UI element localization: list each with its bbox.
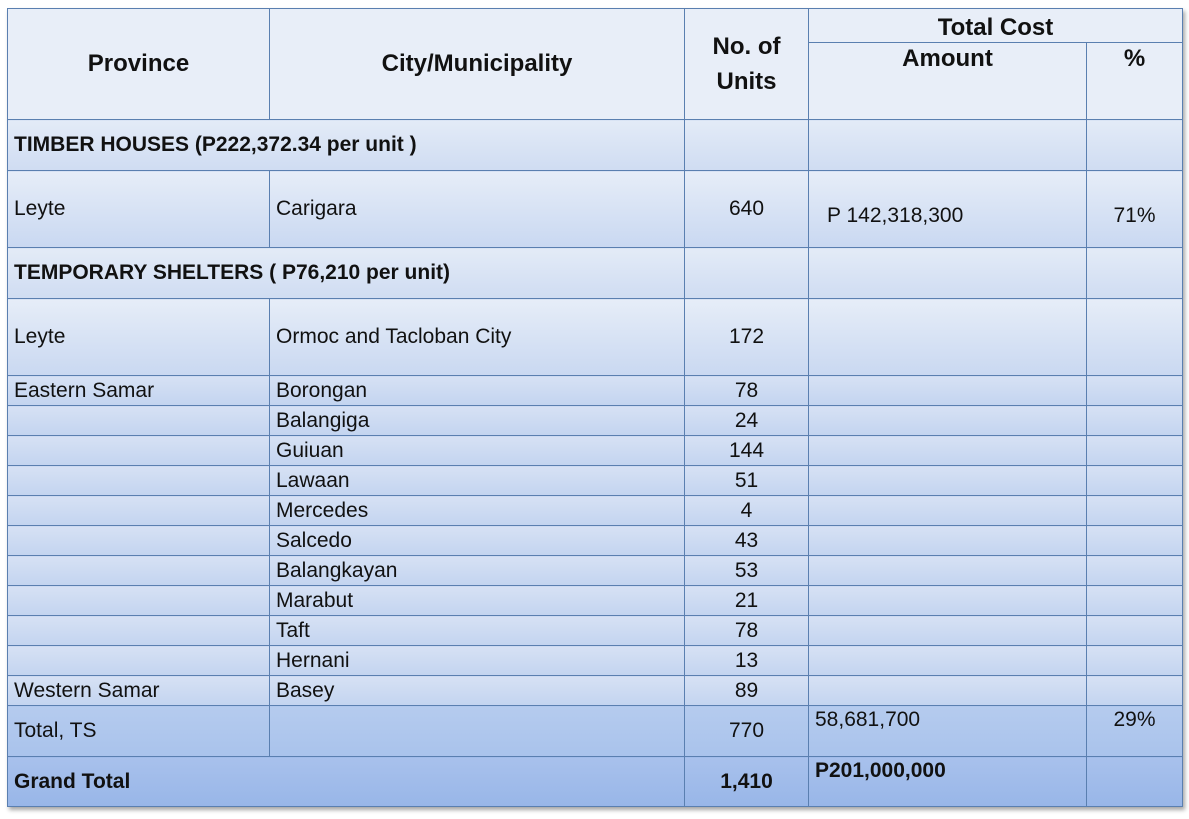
cell-city: Marabut (270, 586, 685, 616)
total-ts-units: 770 (685, 706, 809, 757)
cell-province (8, 466, 270, 496)
total-ts-percent: 29% (1087, 706, 1183, 757)
cell-city: Borongan (270, 376, 685, 406)
cell-units: 78 (685, 616, 809, 646)
cell-province (8, 586, 270, 616)
cell-city: Salcedo (270, 526, 685, 556)
cell-city: Taft (270, 616, 685, 646)
grand-total-amount: P201,000,000 (809, 757, 1087, 807)
header-units: No. of Units (685, 9, 809, 120)
cell-province (8, 616, 270, 646)
header-row (8, 9, 1183, 43)
cell-province (8, 406, 270, 436)
cell-province (8, 556, 270, 586)
header-province: Province (8, 9, 270, 120)
cell-units: 21 (685, 586, 809, 616)
cell-province: Western Samar (8, 676, 270, 706)
cell-city: Ormoc and Tacloban City (270, 299, 685, 376)
housing-cost-table (7, 8, 1183, 807)
cell-city: Mercedes (270, 496, 685, 526)
cell-city: Guiuan (270, 436, 685, 466)
table-row (8, 171, 1183, 248)
table-row (8, 299, 1183, 376)
total-ts-label: Total, TS (8, 706, 270, 757)
section-row-temporary (8, 248, 1183, 299)
cell-city: Balangkayan (270, 556, 685, 586)
table-row (8, 496, 1183, 526)
grand-total-label: Grand Total (8, 757, 685, 807)
table-row (8, 586, 1183, 616)
table-row (8, 616, 1183, 646)
cell-percent: 71% (1087, 171, 1183, 248)
section-row-timber (8, 120, 1183, 171)
cell-city: Carigara (270, 171, 685, 248)
cell-units: 24 (685, 406, 809, 436)
cell-units: 78 (685, 376, 809, 406)
header-percent: % (1087, 43, 1183, 120)
cell-province: Leyte (8, 299, 270, 376)
cell-amount: P 142,318,300 (809, 171, 1087, 248)
cell-city: Balangiga (270, 406, 685, 436)
table-row (8, 406, 1183, 436)
cell-units: 172 (685, 299, 809, 376)
cell-units: 53 (685, 556, 809, 586)
cell-units: 89 (685, 676, 809, 706)
cell-units: 4 (685, 496, 809, 526)
cell-units: 51 (685, 466, 809, 496)
total-ts-amount: 58,681,700 (809, 706, 1087, 757)
table-row (8, 376, 1183, 406)
cell-city: Hernani (270, 646, 685, 676)
header-total-cost: Total Cost (809, 9, 1183, 43)
cell-province (8, 646, 270, 676)
cell-units: 13 (685, 646, 809, 676)
table-row (8, 556, 1183, 586)
table-row (8, 676, 1183, 706)
cell-province: Eastern Samar (8, 376, 270, 406)
cell-province (8, 526, 270, 556)
grand-total-units: 1,410 (685, 757, 809, 807)
table-row (8, 436, 1183, 466)
grand-total-row (8, 757, 1183, 807)
total-ts-row (8, 706, 1183, 757)
table-row (8, 526, 1183, 556)
cell-city: Basey (270, 676, 685, 706)
cell-province (8, 436, 270, 466)
section-title-temporary: TEMPORARY SHELTERS ( P76,210 per unit) (8, 248, 685, 299)
cell-units: 640 (685, 171, 809, 248)
cell-units: 43 (685, 526, 809, 556)
cell-province: Leyte (8, 171, 270, 248)
section-title-timber: TIMBER HOUSES (P222,372.34 per unit ) (8, 120, 685, 171)
cell-province (8, 496, 270, 526)
cell-city: Lawaan (270, 466, 685, 496)
table-row (8, 646, 1183, 676)
cell-units: 144 (685, 436, 809, 466)
table-row (8, 466, 1183, 496)
header-city: City/Municipality (270, 9, 685, 120)
header-amount: Amount (809, 43, 1087, 120)
